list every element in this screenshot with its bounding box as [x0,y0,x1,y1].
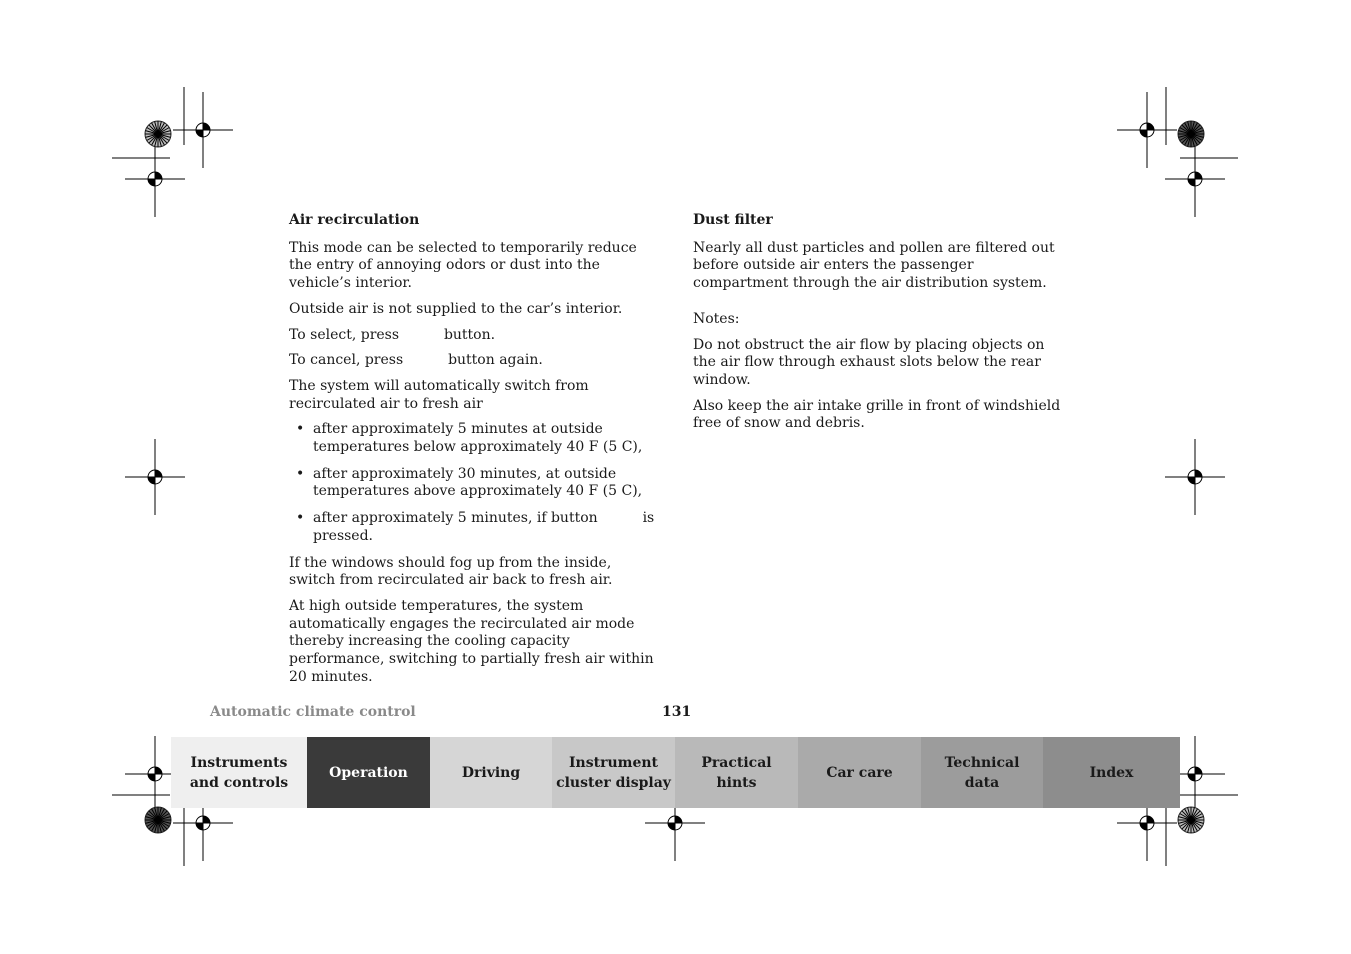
intro-paragraph: This mode can be selected to temporarily reduce the entry of annoying odors or dust into the vehicle’s interior. [289,239,637,292]
tab-index[interactable] [1043,737,1180,808]
tab-label: cluster display [556,774,671,791]
notes-label: Notes: [693,310,740,327]
list-item [289,510,659,545]
note-airflow: Do not obstruct the air flow by placing objects on the air flow through exhaust slots below the rear window. [693,336,1045,388]
tab-label: Operation [329,764,408,781]
tab-technical-data[interactable] [921,737,1043,808]
list-item-text: after approximately 5 minutes, if button [313,510,598,527]
select-text: To select, press [289,326,400,343]
tab-driving[interactable] [430,737,552,808]
auto-switch-list [289,421,659,545]
tab-label: data [964,774,1000,791]
cancel-text: To cancel, press [289,352,404,369]
tab-label: Car care [826,764,893,781]
section-title: Automatic climate control [210,704,416,720]
note-intake-grille: Also keep the air intake grille in front of windshield free of snow and debris. [693,397,1061,432]
list-item-text-end: is pressed. [313,510,655,544]
tab-label: Technical [944,754,1020,771]
dust-filter-paragraph: Nearly all dust particles and pollen are filtered out before outside air enters the passenger compartment through the air distribution system. [693,239,1055,292]
tab-practical-hints[interactable] [675,737,798,808]
tab-instrument-cluster-display[interactable] [552,737,675,808]
tab-label: Driving [461,764,521,781]
fog-paragraph: If the windows should fog up from the inside, switch from recirculated air back to fresh air. [289,554,613,589]
tab-operation[interactable] [307,737,430,808]
outside-air-paragraph: Outside air is not supplied to the car’s interior. [289,300,623,317]
tab-instruments-and-controls[interactable] [171,737,307,808]
list-item: • after approximately 5 minutes at outside temperatures below approximately 40 F (5 C), [289,421,659,456]
page-number: 131 [662,704,692,720]
cancel-text-end: button again. [448,352,543,369]
cancel-instruction [289,352,659,370]
tab-label: Practical hints [701,754,772,791]
air-recirculation-heading: Air recirculation [289,212,420,228]
right-column [693,212,1063,441]
left-column [289,212,659,694]
list-item: • after approximately 30 minutes, at outside temperatures above approximately 40 F (5 C), [289,466,659,501]
tab-label: Instrument [569,754,658,771]
chapter-tabs [171,737,1180,808]
tab-label: Index [1089,764,1134,781]
auto-switch-paragraph: The system will automatically switch from recirculated air to fresh air [289,377,589,412]
select-instruction [289,327,659,345]
select-text-end: button. [443,326,496,343]
high-temp-paragraph: At high outside temperatures, the system automatically engages the recirculated air mode thereby increasing the cooling capacity performance, switching to partially fresh air within 20 minutes. [289,597,654,685]
tab-label: Instruments [190,754,288,771]
tab-label: and controls [189,774,289,791]
dust-filter-heading: Dust filter [693,212,773,228]
tab-car-care[interactable] [798,737,921,808]
